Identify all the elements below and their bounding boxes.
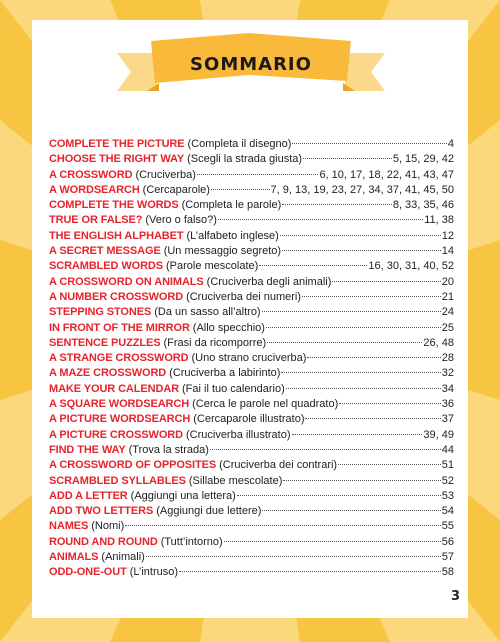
dot-leader — [303, 158, 392, 159]
entry-pages: 52 — [441, 474, 454, 487]
entry-subtitle: (Sillabe mescolate) — [188, 474, 283, 487]
dot-leader — [262, 311, 441, 312]
entry-pages: 24 — [441, 306, 454, 319]
dot-leader — [332, 281, 440, 282]
entry-pages: 4 — [447, 138, 454, 150]
dot-leader — [210, 449, 441, 450]
entry-subtitle: (L’alfabeto inglese) — [186, 229, 279, 242]
entry-title: A PICTURE CROSSWORD — [49, 428, 183, 441]
toc-entry — [49, 213, 454, 228]
toc-entry — [49, 259, 454, 274]
dot-leader — [282, 250, 441, 251]
entry-subtitle: (Fai il tuo calendario) — [182, 382, 285, 395]
dot-leader — [281, 372, 440, 373]
page-number: 3 — [450, 589, 460, 604]
entry-title: A WORDSEARCH — [49, 183, 140, 196]
entry-title: A NUMBER CROSSWORD — [49, 290, 184, 303]
toc-entry — [49, 351, 454, 366]
dot-leader — [211, 189, 270, 190]
dot-leader — [305, 418, 440, 419]
entry-subtitle: (Cercaparole illustrato) — [193, 413, 305, 426]
entry-subtitle: (L’intruso) — [129, 566, 179, 579]
entry-title: A SQUARE WORDSEARCH — [49, 398, 190, 411]
dot-leader — [339, 403, 441, 404]
entry-subtitle: (Un messaggio segreto) — [163, 245, 282, 258]
entry-pages: 55 — [441, 520, 454, 533]
entry-title: THE ENGLISH ALPHABET — [49, 229, 184, 242]
dot-leader — [307, 357, 440, 358]
dot-leader — [286, 388, 441, 389]
toc-entry — [49, 168, 454, 183]
dot-leader — [302, 296, 441, 297]
toc-entry — [49, 565, 454, 580]
toc-entry — [49, 504, 454, 519]
entry-subtitle: (Completa il disegno) — [187, 138, 292, 150]
entry-title: FIND THE WAY — [49, 443, 126, 456]
entry-pages: 51 — [441, 459, 454, 472]
entry-pages: 44 — [441, 443, 454, 456]
entry-pages: 5, 15, 29, 42 — [392, 153, 454, 166]
dot-leader — [282, 204, 392, 205]
entry-pages: 37 — [441, 413, 454, 426]
entry-pages: 53 — [441, 489, 454, 502]
dot-leader — [267, 342, 422, 343]
entry-subtitle: (Nomi) — [91, 520, 125, 533]
entry-pages: 28 — [441, 352, 454, 365]
entry-subtitle: (Uno strano cruciverba) — [191, 352, 307, 365]
entry-title: A STRANGE CROSSWORD — [49, 352, 189, 365]
entry-pages: 21 — [441, 290, 454, 303]
entry-subtitle: (Cerca le parole nel quadrato) — [192, 398, 339, 411]
entry-title: ODD-ONE-OUT — [49, 566, 127, 579]
dot-leader — [283, 480, 440, 481]
entry-title: COMPLETE THE WORDS — [49, 199, 179, 212]
dot-leader — [125, 525, 441, 526]
entry-subtitle: (Aggiungi una lettera) — [130, 489, 236, 502]
toc-entry — [49, 474, 454, 489]
dot-leader — [197, 174, 318, 175]
entry-pages: 16, 30, 31, 40, 52 — [368, 260, 454, 273]
toc-entry — [49, 412, 454, 427]
toc-entry — [49, 152, 454, 167]
entry-title: ROUND AND ROUND — [49, 535, 158, 548]
toc-entry — [49, 290, 454, 305]
entry-subtitle: (Frasi da ricomporre) — [163, 336, 267, 349]
toc-entry — [49, 198, 454, 213]
entry-title: A PICTURE WORDSEARCH — [49, 413, 191, 426]
entry-title: A CROSSWORD ON ANIMALS — [49, 275, 204, 288]
entry-subtitle: (Cruciverba a labirinto) — [169, 367, 281, 380]
entry-pages: 14 — [441, 245, 454, 258]
entry-pages: 36 — [441, 398, 454, 411]
dot-leader — [224, 541, 441, 542]
toc-entry — [49, 428, 454, 443]
toc-entry — [49, 550, 454, 565]
entry-title: TRUE OR FALSE? — [49, 214, 143, 227]
dot-leader — [237, 495, 441, 496]
entry-subtitle: (Animali) — [101, 551, 145, 564]
toc-entry — [49, 244, 454, 259]
toc-entry — [49, 366, 454, 381]
entry-pages: 11, 38 — [424, 214, 454, 227]
toc-entry — [49, 229, 454, 244]
entry-title: MAKE YOUR CALENDAR — [49, 382, 180, 395]
entry-subtitle: (Scegli la strada giusta) — [187, 153, 303, 166]
entry-pages: 32 — [441, 367, 454, 380]
entry-pages: 12 — [441, 229, 454, 242]
dot-leader — [146, 556, 441, 557]
toc-entry — [49, 336, 454, 351]
toc-entry — [49, 519, 454, 534]
entry-pages: 20 — [441, 275, 454, 288]
entry-subtitle: (Cruciverba) — [135, 168, 196, 181]
entry-pages: 56 — [441, 535, 454, 548]
entry-title: ADD A LETTER — [49, 489, 128, 502]
entry-subtitle: (Parole mescolate) — [166, 260, 259, 273]
toc-entry — [49, 535, 454, 550]
toc-entry — [49, 305, 454, 320]
toc-entry — [49, 321, 454, 336]
entry-subtitle: (Cruciverba dei contrari) — [219, 459, 338, 472]
entry-title: A CROSSWORD — [49, 168, 133, 181]
entry-title: ANIMALS — [49, 551, 99, 564]
dot-leader — [266, 327, 441, 328]
toc-entry — [49, 183, 454, 198]
entry-pages: 26, 48 — [423, 336, 454, 349]
entry-pages: 58 — [441, 566, 454, 579]
entry-title: A CROSSWORD OF OPPOSITES — [49, 459, 217, 472]
entry-subtitle: (Da un sasso all’altro) — [154, 306, 261, 319]
entry-subtitle: (Completa le parole) — [181, 199, 282, 212]
entry-subtitle: (Cruciverba illustrato) — [185, 428, 291, 441]
toc-entry — [49, 443, 454, 458]
toc-entry — [49, 275, 454, 290]
entry-title: SCRAMBLED WORDS — [49, 260, 163, 273]
entry-pages: 57 — [441, 551, 454, 564]
entry-title: A MAZE CROSSWORD — [49, 367, 167, 380]
entry-title: CHOOSE THE RIGHT WAY — [49, 153, 185, 166]
page-title: SOMMARIO — [190, 54, 312, 75]
entry-pages: 39, 49 — [423, 428, 454, 441]
entry-title: COMPLETE THE PICTURE — [49, 138, 185, 150]
entry-subtitle: (Allo specchio) — [192, 321, 265, 334]
dot-leader — [262, 510, 440, 511]
toc-entry — [49, 489, 454, 504]
dot-leader — [179, 571, 441, 572]
entry-subtitle: (Vero o falso?) — [145, 214, 217, 227]
dot-leader — [280, 235, 441, 236]
entry-pages: 34 — [441, 382, 454, 395]
entry-subtitle: (Cruciverba degli animali) — [206, 275, 332, 288]
entry-title: IN FRONT OF THE MIRROR — [49, 321, 190, 334]
dot-leader — [259, 265, 367, 266]
toc-entry — [49, 397, 454, 412]
toc-entry — [49, 382, 454, 397]
entry-subtitle: (Tutt’intorno) — [160, 535, 223, 548]
toc-entry — [49, 137, 454, 152]
entry-pages: 25 — [441, 321, 454, 334]
entry-pages: 6, 10, 17, 18, 22, 41, 43, 47 — [319, 168, 454, 181]
entry-title: ADD TWO LETTERS — [49, 505, 154, 518]
entry-title: NAMES — [49, 520, 89, 533]
entry-subtitle: (Aggiungi due lettere) — [156, 505, 262, 518]
entry-pages: 7, 9, 13, 19, 23, 27, 34, 37, 41, 45, 50 — [270, 183, 454, 196]
entry-title: SENTENCE PUZZLES — [49, 336, 161, 349]
entry-title: STEPPING STONES — [49, 306, 152, 319]
toc-entry — [49, 458, 454, 473]
entry-subtitle: (Cruciverba dei numeri) — [186, 290, 302, 303]
table-of-contents — [49, 137, 454, 581]
entry-title: A SECRET MESSAGE — [49, 245, 161, 258]
dot-leader — [292, 434, 423, 435]
entry-subtitle: (Trova la strada) — [128, 443, 209, 456]
dot-leader — [292, 143, 446, 144]
entry-pages: 8, 33, 35, 46 — [392, 199, 454, 212]
entry-pages: 54 — [441, 505, 454, 518]
entry-subtitle: (Cercaparole) — [142, 183, 210, 196]
dot-leader — [218, 219, 423, 220]
dot-leader — [338, 464, 441, 465]
entry-title: SCRAMBLED SYLLABLES — [49, 474, 186, 487]
